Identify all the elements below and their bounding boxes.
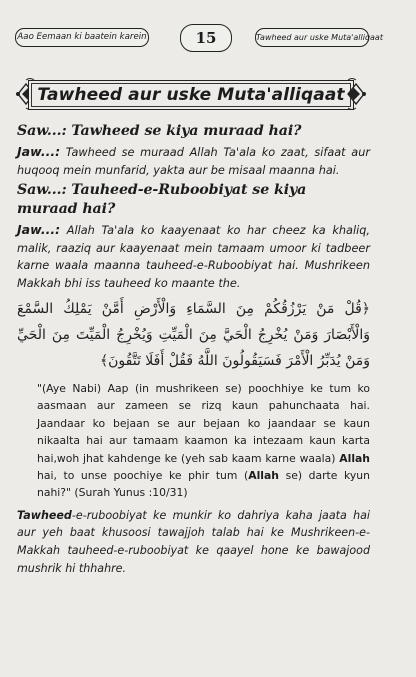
answer-label: Jaw...: xyxy=(17,144,61,159)
closing-bold-term: Tawheed xyxy=(17,508,72,522)
closing-paragraph xyxy=(17,507,370,577)
book-title-label: Aao Eemaan ki baatein karein xyxy=(15,28,149,47)
answer-text: Allah Ta'ala ko kaayenaat ko har cheez ka khaliq, malik, raaziq aur kaayenaat mein tamaam umoor ki tadbeer karne waala maanna tauheed-e-Ruboobiyat hai. Mushrikeen Makkah bhi iss tauheed ko maante the. xyxy=(17,224,371,290)
translation-text: se) darte kyun nahi?" (Surah Yunus :10/31) xyxy=(37,469,370,500)
translation-text: hai, to unse poochiye ke phir tum ( xyxy=(37,469,249,483)
quran-verse: ﴿قُلْ مَنْ يَرْزُقُكُمْ مِنَ السَّمَاءِ وَالْأَرْضِ أَمَّنْ يَمْلِكُ السَّمْعَ وَالْأَبْصَارَ وَمَنْ يُخْرِجُ الْحَيَّ مِنَ الْمَيِّتِ وَيُخْرِجُ الْمَيِّتَ مِنَ الْحَيِّ وَمَنْ يُدَبِّرُ الْأَمْرَ فَسَيَقُولُونَ اللَّهُ فَقُلْ أَفَلَا تَتَّقُونَ﴾ xyxy=(17,301,370,369)
page-number: 15 xyxy=(180,24,232,52)
answer-2 xyxy=(17,221,370,292)
allah-word: Allah xyxy=(339,451,370,465)
chapter-title: Tawheed aur uske Muta'alliqaat xyxy=(28,80,354,110)
translation-text: "(Aye Nabi) Aap (in mushrikeen se) poochhiye ke tum ko aasmaan aur zameen se rizq kaun pahunchaata hai. Jaandaar ko bejaan se aur bejaan ko jaandaar se kaun nikaalta hai aur tamaam kaamon ka intezaam kaun karta hai,woh jhat kahdenge ke (yeh sab kaam karne waala) xyxy=(37,382,370,465)
verse-translation xyxy=(17,380,370,502)
page-header xyxy=(0,22,416,52)
allah-word: Allah xyxy=(248,469,279,483)
answer-1 xyxy=(17,143,370,179)
question-1: Saw...: Tawheed se kiya muraad hai? xyxy=(17,123,302,139)
closing-text: -e-ruboobiyat ke munkir ko dahriya kaha jaata hai aur yeh baat khusoosi tawajjoh talab hai ke Mushrikeen-e-Makkah tauheed-e-ruboobiyat ke qaayel hone ke bawajood mushrik hi thhahre. xyxy=(17,508,370,575)
page-body xyxy=(17,122,370,577)
answer-text: Tawheed se muraad Allah Ta'ala ko zaat, sifaat aur huqooq mein munfarid, yakta aur be misaal maanna hai. xyxy=(17,146,371,177)
chapter-title-label: Tawheed aur uske Muta'alliqaat xyxy=(255,28,369,47)
question-2: Saw...: Tauheed-e-Ruboobiyat se kiya muraad hai? xyxy=(17,182,307,217)
chapter-heading-frame xyxy=(14,74,368,114)
answer-label: Jaw...: xyxy=(17,222,61,237)
right-ornament-icon xyxy=(346,76,368,112)
